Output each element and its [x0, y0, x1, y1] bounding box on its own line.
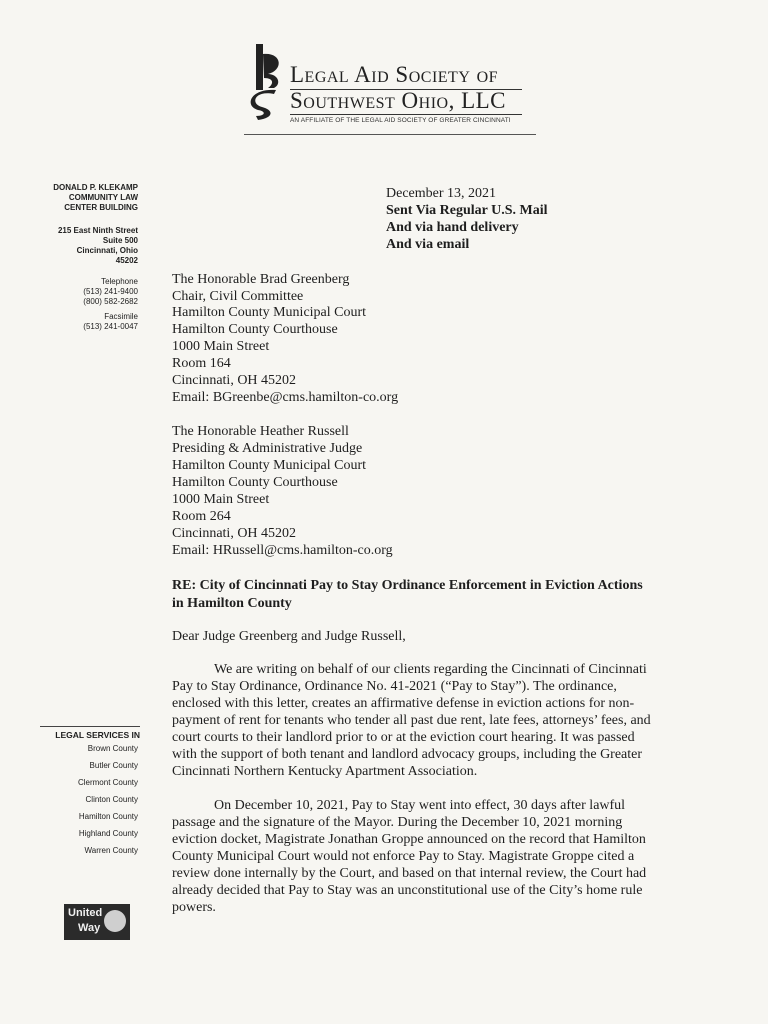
sidebar-address-line: Cincinnati, Ohio [76, 246, 138, 255]
sidebar-facsimile-label: Facsimile [104, 312, 138, 321]
united-way-text: Way [78, 922, 101, 934]
para1-line: Pay to Stay Ordinance, Ordinance No. 41-2021 (“Pay to Stay”). The ordinance, [172, 679, 617, 694]
recipient2-line: Presiding & Administrative Judge [172, 441, 363, 456]
recipient1-line: 1000 Main Street [172, 339, 270, 354]
para1-line: Cincinnati Northern Kentucky Apartment Association. [172, 764, 478, 779]
sidebar-building-line: CENTER BUILDING [64, 203, 138, 212]
recipient1-line: Room 164 [172, 356, 231, 371]
para2-line: On December 10, 2021, Pay to Stay went into effect, 30 days after lawful [214, 798, 626, 813]
county-item: Warren County [84, 846, 138, 855]
sidebar-telephone-label: Telephone [101, 277, 138, 286]
legal-services-heading: LEGAL SERVICES IN [40, 726, 140, 740]
para1-line: court courts to their landlord prior to or at the eviction court hearing. It was passed [172, 730, 635, 745]
delivery-method: And via email [386, 237, 470, 252]
county-item: Butler County [89, 761, 138, 770]
county-item: Clermont County [77, 778, 138, 787]
letter-date: December 13, 2021 [386, 186, 497, 201]
recipient2-line: The Honorable Heather Russell [172, 424, 349, 439]
para2-line: passage and the signature of the Mayor. During the December 10, 2021 morning [172, 815, 623, 830]
sidebar-telephone: (513) 241-9400 [83, 287, 138, 296]
recipient2-line: 1000 Main Street [172, 492, 270, 507]
re-subject-line: in Hamilton County [172, 596, 292, 611]
letterhead-divider [244, 134, 536, 135]
para1-line: payment of rent for tenants who tender all past due rent, late fees, attorneys’ fees, and [172, 713, 651, 728]
sidebar-address-line: Suite 500 [102, 236, 138, 245]
para2-line: already decided that Pay to Stay was an unconstitutional use of the City’s home rule [172, 883, 643, 898]
para2-line: eviction docket, Magistrate Jonathan Groppe announced on the record that Hamilton [172, 832, 646, 847]
delivery-method: Sent Via Regular U.S. Mail [386, 203, 548, 218]
letterhead-rule [290, 114, 522, 115]
org-name-line2: Southwest Ohio, LLC [290, 88, 507, 113]
united-way-logo [64, 904, 130, 940]
salutation: Dear Judge Greenberg and Judge Russell, [172, 629, 406, 644]
recipient1-line: The Honorable Brad Greenberg [172, 272, 350, 287]
county-item: Hamilton County [78, 812, 138, 821]
para2-line: review done internally by the Court, and based on that internal review, the Court had [172, 866, 647, 881]
para1-line: enclosed with this letter, creates an affirmative defense in eviction actions for non- [172, 696, 635, 711]
sidebar-building-line: DONALD P. KLEKAMP [53, 183, 138, 192]
re-subject-line: RE: City of Cincinnati Pay to Stay Ordinance Enforcement in Eviction Actions [172, 578, 643, 593]
county-item: Brown County [87, 744, 138, 753]
recipient2-email: Email: HRussell@cms.hamilton-co.org [172, 543, 393, 558]
united-way-text: United [68, 907, 103, 919]
united-way-emblem-icon [104, 910, 126, 932]
org-name-line1: Legal Aid Society of [290, 62, 499, 87]
sidebar-address-line: 45202 [115, 256, 138, 265]
sidebar-telephone: (800) 582-2682 [83, 297, 138, 306]
recipient2-line: Hamilton County Courthouse [172, 475, 338, 490]
recipient1-line: Chair, Civil Committee [172, 289, 304, 304]
recipient1-line: Hamilton County Courthouse [172, 322, 338, 337]
sidebar-building-line: COMMUNITY LAW [68, 193, 138, 202]
para2-line: powers. [172, 900, 216, 915]
recipient2-line: Cincinnati, OH 45202 [172, 526, 297, 541]
recipient2-line: Room 264 [172, 509, 231, 524]
county-item: Clinton County [85, 795, 138, 804]
para1-line: with the support of both tenant and landlord advocacy groups, including the Greater [172, 747, 643, 762]
recipient2-line: Hamilton County Municipal Court [172, 458, 367, 473]
affiliate-line: AN AFFILIATE OF THE LEGAL AID SOCIETY OF GREATER CINCINNATI [290, 117, 511, 124]
sidebar-facsimile: (513) 241-0047 [83, 322, 138, 331]
las-logo-icon [244, 44, 286, 122]
delivery-method: And via hand delivery [386, 220, 519, 235]
para1-line: We are writing on behalf of our clients regarding the Cincinnati of Cincinnati [214, 662, 647, 677]
recipient1-line: Hamilton County Municipal Court [172, 305, 367, 320]
recipient1-email: Email: BGreenbe@cms.hamilton-co.org [172, 390, 399, 405]
recipient1-line: Cincinnati, OH 45202 [172, 373, 297, 388]
sidebar-address-line: 215 East Ninth Street [57, 226, 138, 235]
para2-line: County Municipal Court would not enforce Pay to Stay. Magistrate Groppe cited a [172, 849, 635, 864]
county-item: Highland County [78, 829, 138, 838]
